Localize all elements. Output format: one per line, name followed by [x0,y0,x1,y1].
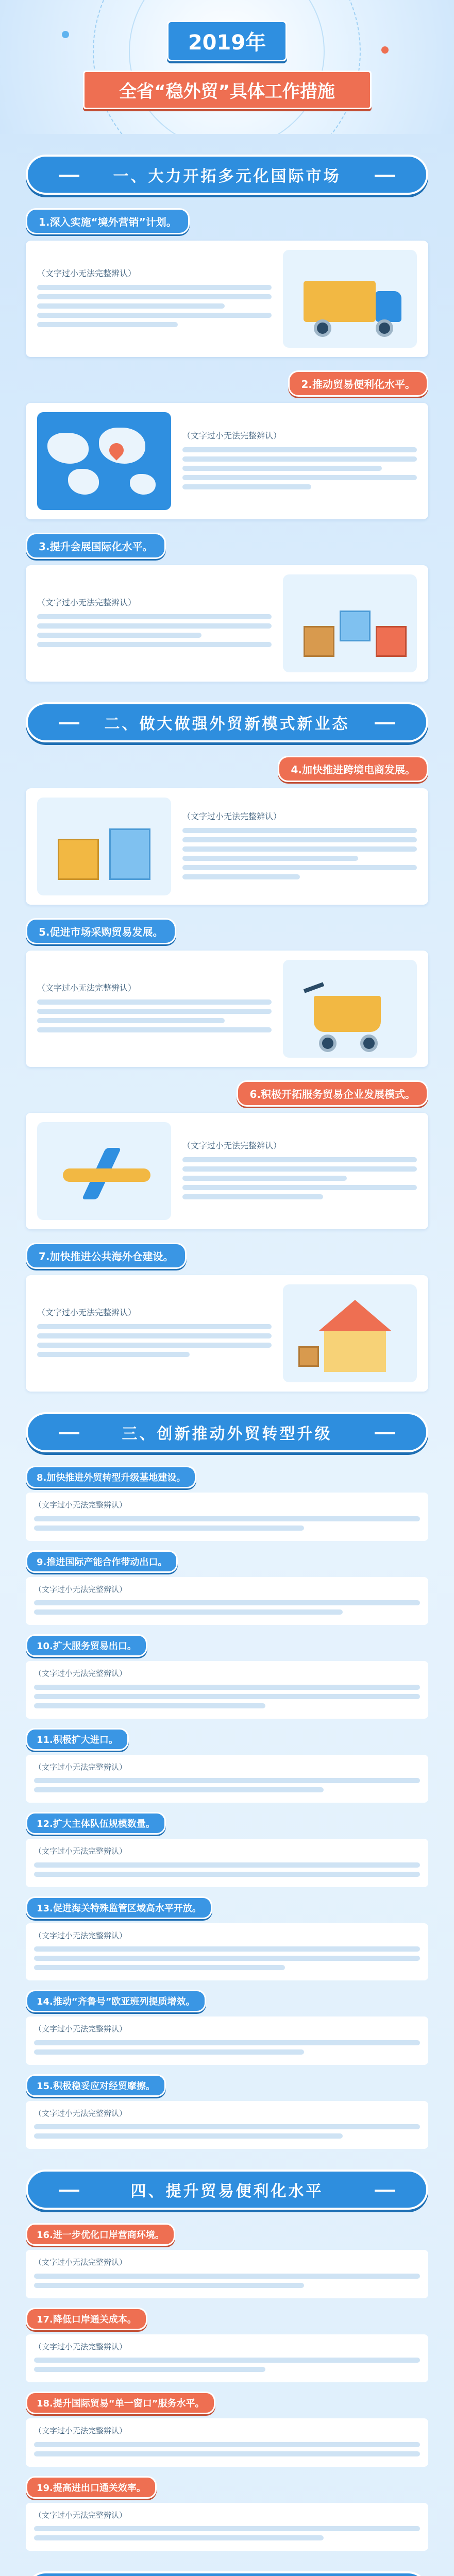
item-text: （文字过小无法完整辨认） [34,1500,127,1510]
section-title: 一、大力开拓多元化国际市场 [113,167,341,185]
item-7 [26,1243,428,1392]
item-title: 10.扩大服务贸易出口。 [26,1634,147,1657]
list-item [26,1550,428,1625]
section-banner-1 [26,155,428,195]
list-item [26,1634,428,1719]
item-title: 17.降低口岸通关成本。 [26,2308,147,2330]
section-title: 二、做大做强外贸新模式新业态 [104,715,350,733]
section-banner-3 [26,1412,428,1452]
item-text: （文字过小无法完整辨认） [34,2426,127,2435]
item-body [26,565,428,682]
list-item [26,1812,428,1887]
item-title: 8.加快推进外贸转型升级基地建设。 [26,1466,196,1488]
item-2 [26,370,428,519]
header-title-wrap [0,21,454,109]
item-text: （文字过小无法完整辨认） [34,2024,127,2033]
item-body [26,1275,428,1392]
item-title: 18.提升国际贸易“单一窗口”服务水平。 [26,2392,215,2414]
item-text: （文字过小无法完整辨认） [37,598,137,607]
numbered-list [26,1466,428,2149]
item-text: （文字过小无法完整辨认） [34,2342,127,2351]
item-title: 15.积极稳妥应对经贸摩擦。 [26,2074,166,2097]
list-item [26,2308,428,2383]
item-text: （文字过小无法完整辨认） [182,1141,282,1150]
header-banner [0,0,454,134]
warehouse-illustration [283,1284,417,1382]
list-item [26,2074,428,2149]
item-text: （文字过小无法完整辨认） [34,2108,127,2118]
item-text: （文字过小无法完整辨认） [34,2510,127,2520]
header-title: 全省“稳外贸”具体工作措施 [83,71,372,109]
list-item [26,1728,428,1803]
airplane-illustration [37,1122,171,1220]
list-item [26,1466,428,1541]
item-title: 12.扩大主体队伍规模数量。 [26,1812,166,1835]
item-body [26,1113,428,1229]
item-4 [26,756,428,905]
item-text: （文字过小无法完整辨认） [182,811,282,821]
section-banner-5 [26,2571,428,2576]
item-text: （文字过小无法完整辨认） [34,1762,127,1772]
item-title: 14.推动“齐鲁号”欧亚班列提质增效。 [26,1990,206,2012]
item-body [26,241,428,357]
item-title: 16.进一步优化口岸营商环境。 [26,2223,175,2246]
item-text: （文字过小无法完整辨认） [34,1930,127,1940]
item-title: 3.提升会展国际化水平。 [26,533,166,559]
section-banner-4 [26,2170,428,2210]
item-6 [26,1080,428,1229]
item-title: 19.提高进出口通关效率。 [26,2476,157,2499]
item-text: （文字过小无法完整辨认） [37,268,137,278]
item-title: 11.积极扩大进口。 [26,1728,129,1751]
section-4-list [26,2223,428,2551]
item-title: 1.深入实施“境外营销”计划。 [26,208,190,234]
item-title: 9.推进国际产能合作带动出口。 [26,1550,178,1573]
item-body [26,788,428,905]
exhibition-illustration [283,574,417,672]
item-text: （文字过小无法完整辨认） [34,1846,127,1856]
item-body [26,403,428,519]
item-text: （文字过小无法完整辨认） [182,431,282,440]
list-item [26,2223,428,2298]
item-text: （文字过小无法完整辨认） [34,1669,127,1678]
item-title: 7.加快推进公共海外仓建设。 [26,1243,187,1269]
item-1 [26,208,428,357]
numbered-list [26,2223,428,2551]
item-5 [26,918,428,1067]
item-title: 13.促进海关特殊监管区域高水平开放。 [26,1896,212,1919]
item-body [26,951,428,1067]
section-title: 三、创新推动外贸转型升级 [122,1425,332,1443]
list-item [26,2392,428,2467]
header-year: 2019年 [167,21,287,61]
section-3-list [26,1466,428,2149]
ecommerce-illustration [37,798,171,895]
item-text: （文字过小无法完整辨认） [37,1308,137,1317]
shopping-cart-illustration [283,960,417,1058]
item-text: （文字过小无法完整辨认） [34,1584,127,1594]
item-text: （文字过小无法完整辨认） [34,2258,127,2267]
list-item [26,2476,428,2551]
item-title: 6.积极开拓服务贸易企业发展模式。 [237,1080,428,1107]
world-map-illustration [37,412,171,510]
list-item [26,1990,428,2065]
item-title: 5.促进市场采购贸易发展。 [26,918,176,944]
list-item [26,1896,428,1981]
item-title: 2.推动贸易便利化水平。 [288,370,428,397]
section-banner-2 [26,702,428,742]
item-3 [26,533,428,682]
item-title: 4.加快推进跨境电商发展。 [278,756,428,782]
item-text: （文字过小无法完整辨认） [37,983,137,993]
truck-illustration [283,250,417,348]
section-title: 四、提升贸易便利化水平 [130,2182,324,2200]
